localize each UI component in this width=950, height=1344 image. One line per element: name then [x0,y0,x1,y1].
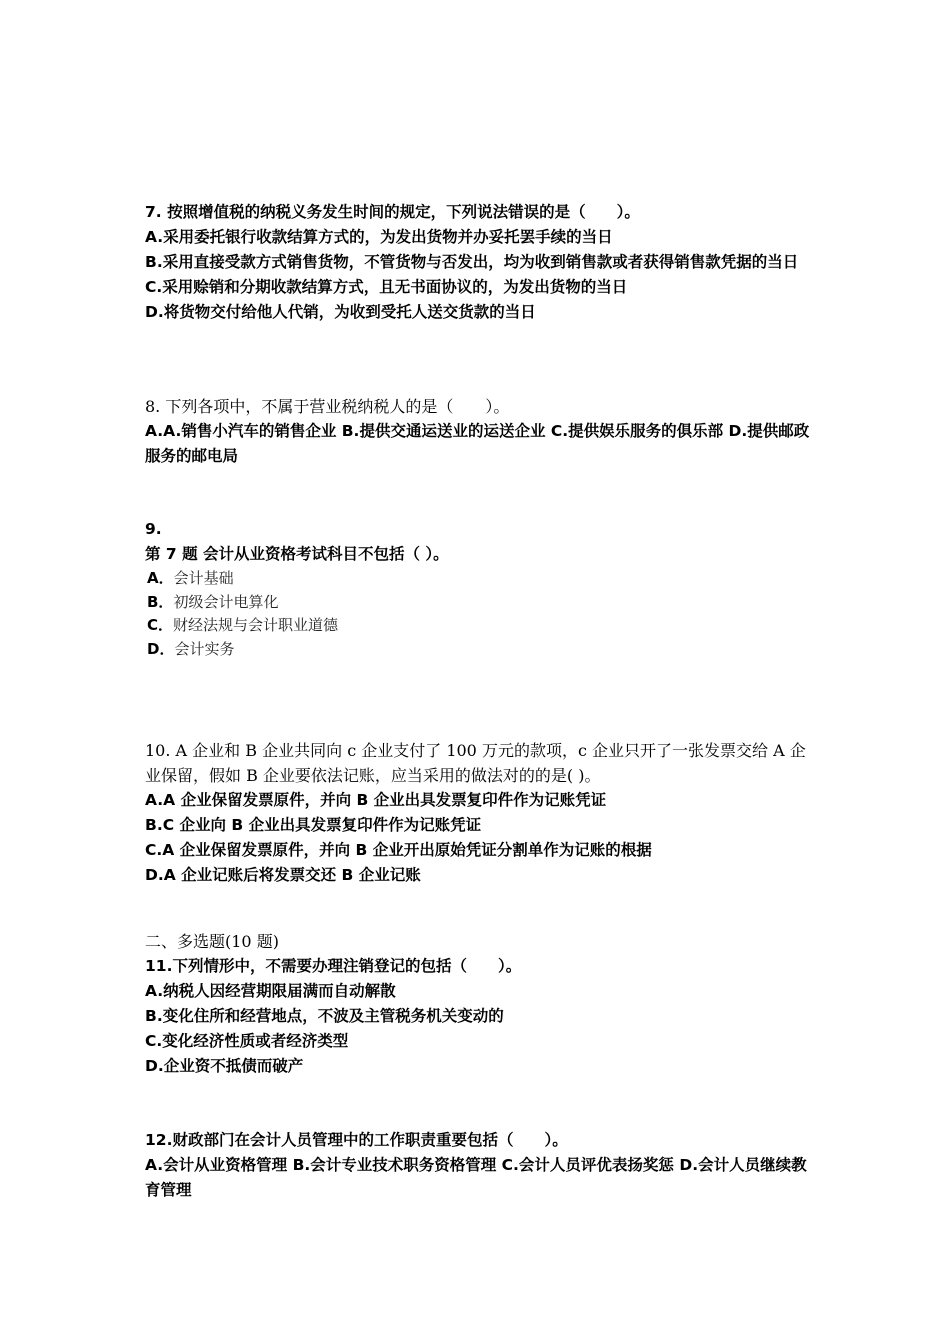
question-7-stem: 7. 按照增值税的纳税义务发生时间的规定，下列说法错误的是（ ）。 [145,203,640,221]
question-10-stem: 10. A 企业和 B 企业共同向 c 企业支付了 100 万元的款项，c 企业只开了一张发票交给 A 企业保留，假如 B 企业要依法记账，应当采用的做法对的的是( )。 [145,741,806,785]
question-7-option-b: B.采用直接受款方式销售货物，不管货物与否发出，均为收到销售款或者获得销售款凭据的当日 [145,253,799,271]
question-7-option-d: D.将货物交付给他人代销，为收到受托人送交货款的当日 [145,303,536,321]
option-letter: B． [147,592,174,611]
option-text: 财经法规与会计职业道德 [173,616,339,634]
question-7-option-a: A.采用委托银行收款结算方式的，为发出货物并办妥托罢手续的当日 [145,228,613,246]
question-8-options: A.A.销售小汽车的销售企业 B.提供交通运送业的运送企业 C.提供娱乐服务的俱乐部 D.提供邮政服务的邮电局 [145,422,810,465]
question-8-stem: 8. 下列各项中，不属于营业税纳税人的是（ ）。 [145,397,510,416]
option-text: 会计实务 [174,639,235,658]
question-10 [145,738,820,888]
question-12-stem: 12.财政部门在会计人员管理中的工作职责重要包括（ ）。 [145,1131,568,1149]
question-10-option-b: B.C 企业向 B 企业出具发票复印件作为记账凭证 [145,816,482,834]
question-12-options: A.会计从业资格管理 B.会计专业技术职务资格管理 C.会计人员评优表扬奖惩 D.会计人员继续教育管理 [145,1156,807,1199]
section-2-heading: 二、多选题(10 题) [145,932,279,951]
question-11-option-b: B.变化住所和经营地点，不波及主管税务机关变动的 [145,1007,504,1025]
question-9-option-a [145,567,820,591]
question-11-option-c: C.变化经济性质或者经济类型 [145,1032,349,1050]
option-text: 初级会计电算化 [173,592,279,611]
option-letter: A． [147,569,174,587]
question-9-number: 9. [145,520,162,538]
question-7-option-c: C.采用赊销和分期收款结算方式，且无书面协议的，为发出货物的当日 [145,278,628,296]
question-9-option-d [145,638,820,662]
question-12 [145,1128,820,1203]
option-text: 会计基础 [173,569,234,587]
question-10-option-d: D.A 企业记账后将发票交还 B 企业记账 [145,866,421,884]
option-letter: C． [147,616,174,634]
question-9-option-c [145,614,820,638]
question-8 [145,394,820,469]
question-7 [145,200,820,325]
question-9-option-b [145,591,820,615]
question-9-stem: 第 7 题 会计从业资格考试科目不包括（ ）。 [145,545,449,563]
question-11 [145,929,820,1079]
question-11-stem: 11.下列情形中，不需要办理注销登记的包括（ ）。 [145,957,522,975]
question-10-option-a: A.A 企业保留发票原件，并向 B 企业出具发票复印件作为记账凭证 [145,791,607,809]
option-letter: D． [147,639,175,658]
question-9 [145,517,820,661]
question-10-option-c: C.A 企业保留发票原件，并向 B 企业开出原始凭证分割单作为记账的根据 [145,841,652,859]
question-11-option-d: D.企业资不抵债而破产 [145,1057,304,1075]
question-11-option-a: A.纳税人因经营期限届满而自动解散 [145,982,396,1000]
